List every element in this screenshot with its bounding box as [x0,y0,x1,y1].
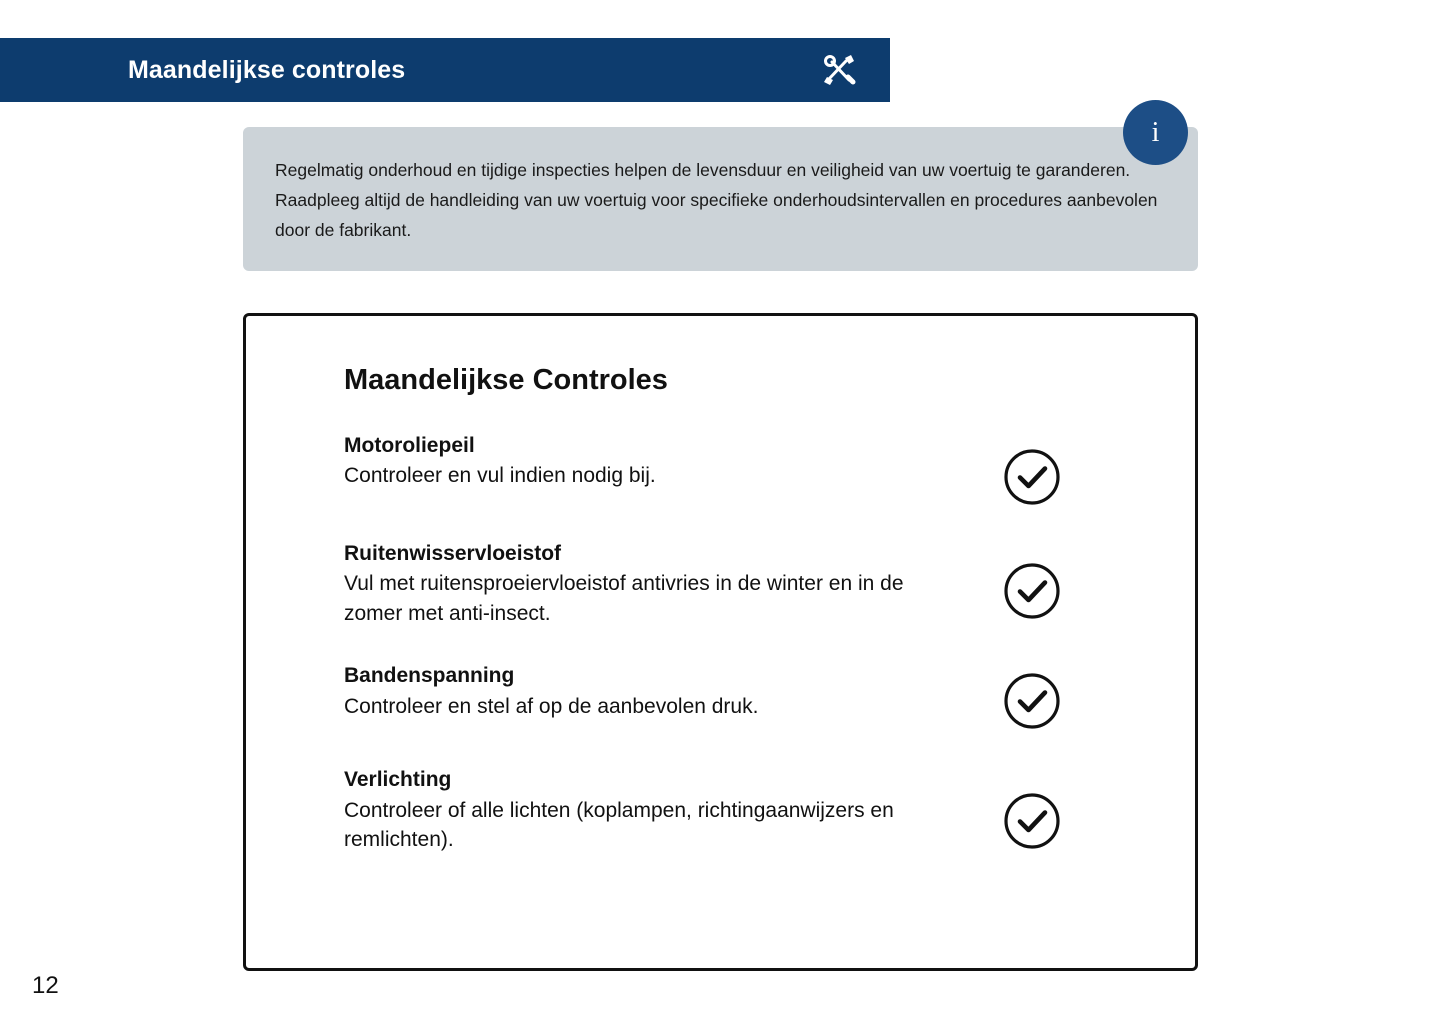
checks-list [246,431,1195,855]
check-circle-icon [1002,661,1062,731]
list-item-title: Bandenspanning [344,664,515,688]
list-item-description: Controleer en stel af op de aanbevolen druk. [344,694,759,718]
list-item-title: Motoroliepeil [344,434,475,457]
list-item [344,539,1155,629]
check-circle-icon [1002,539,1062,621]
info-badge-label: i [1151,116,1160,148]
info-note-box [243,127,1198,271]
page-title: Maandelijkse controles [128,55,406,84]
list-item-description: Controleer en vul indien nodig bij. [344,464,656,488]
check-circle-icon [1002,765,1062,851]
list-item-title: Verlichting [344,768,452,792]
list-item-description: Vul met ruitensproeiervloeistof antivries in de winter en in de zomer met anti-insect. [344,572,904,626]
list-item-description: Controleer of alle lichten (koplampen, richtingaanwijzers en remlichten). [344,798,894,852]
list-item-text [344,765,944,855]
checks-card [243,313,1198,971]
info-badge [1123,100,1188,165]
page-number: 12 [32,972,59,999]
info-note-text: Regelmatig onderhoud en tijdige inspecties helpen de levensduur en veiligheid van uw voertuig te garanderen. Raadpleeg altijd de handleiding van uw voertuig voor specifieke onderhoudsintervallen en procedures aanbevolen door de fabrikant. [275,160,1158,241]
tools-icon [818,49,860,91]
list-item-text [344,661,944,721]
checks-card-title: Maandelijkse Controles [344,364,668,396]
check-circle-icon [1002,431,1062,507]
list-item-title: Ruitenwisservloeistof [344,542,562,565]
list-item [344,661,1155,733]
list-item-text [344,539,944,629]
list-item [344,765,1155,855]
page-header [0,38,890,102]
list-item-text [344,431,944,491]
list-item [344,431,1155,507]
